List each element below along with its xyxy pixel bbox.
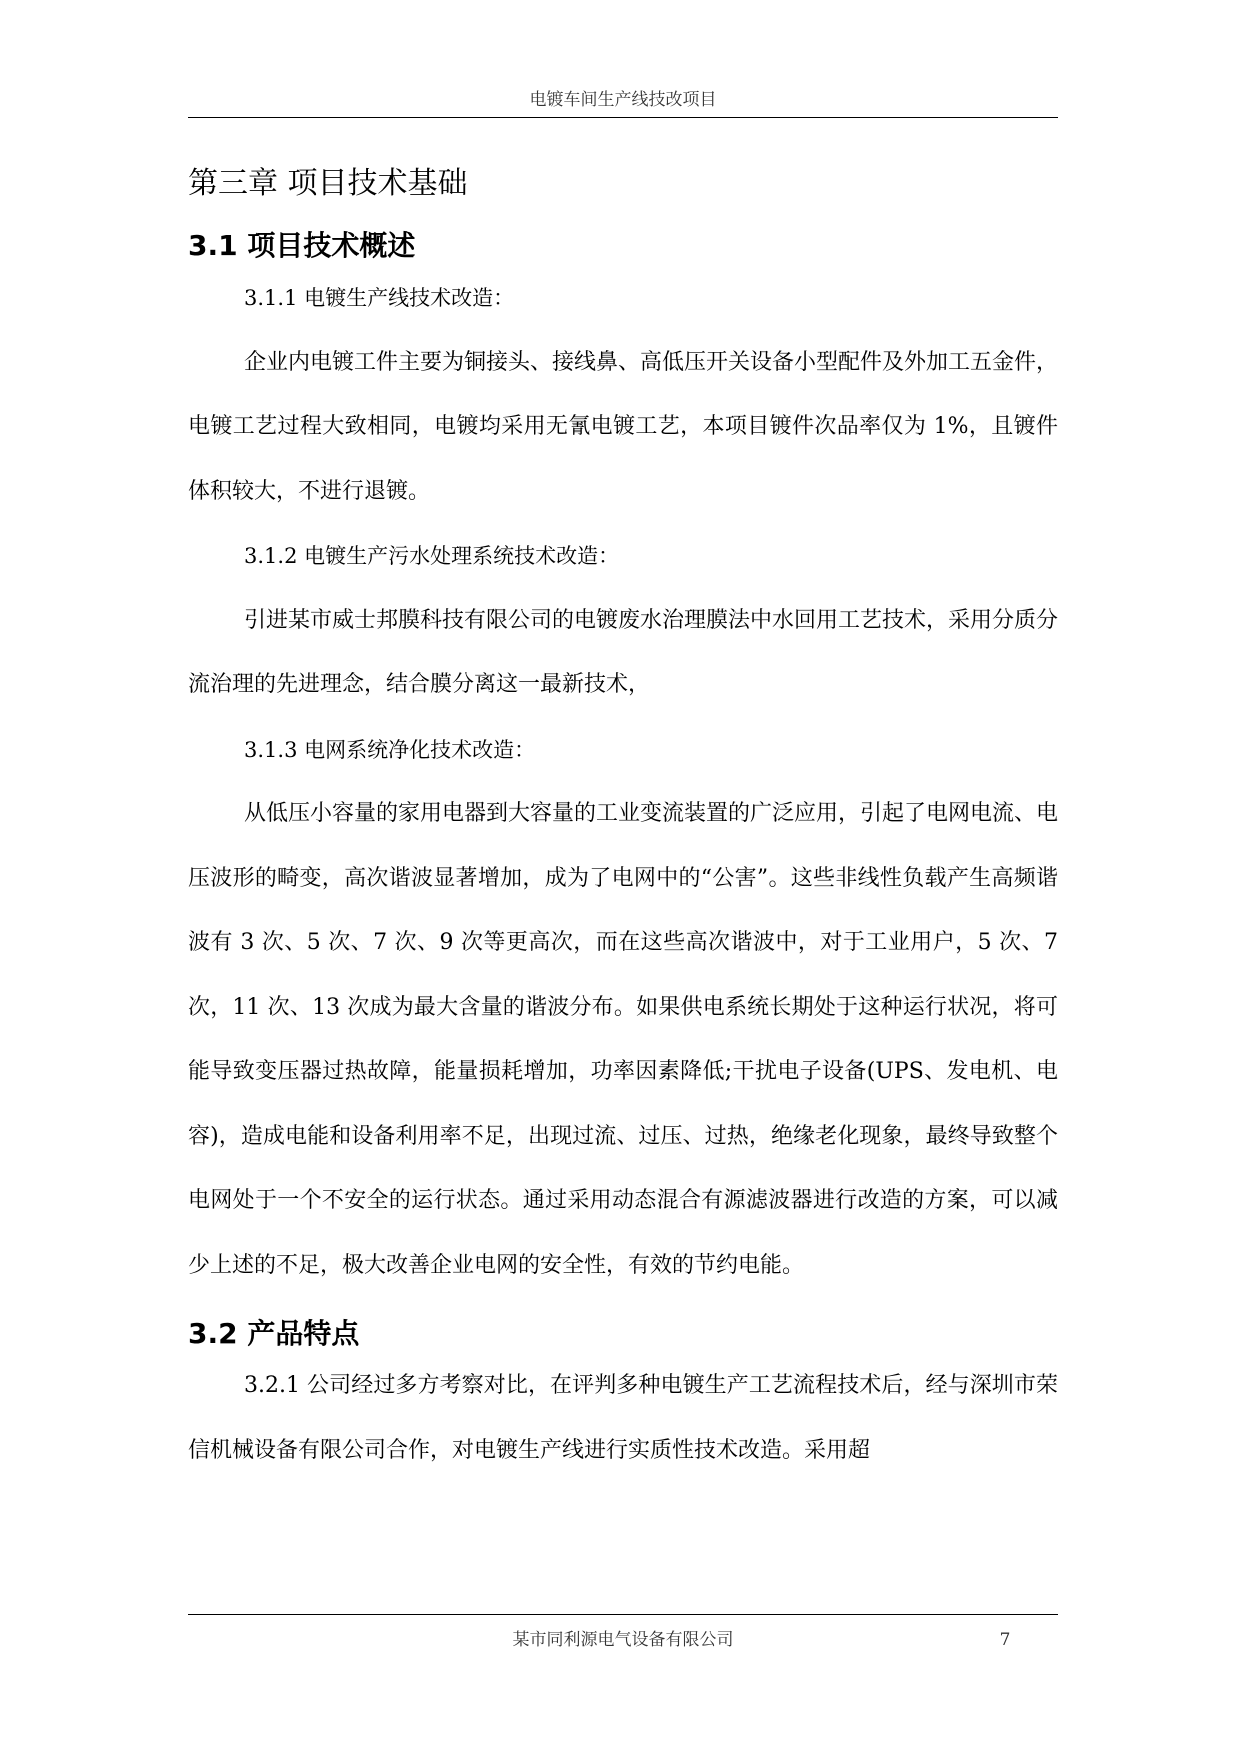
subsection-heading-3-1-2: 3.1.2 电镀生产污水处理系统技术改造： [244,544,620,568]
footer-company-name: 某市同利源电气设备有限公司 [512,1630,734,1650]
subsection-heading-3-1-1: 3.1.1 电镀生产线技术改造： [244,286,515,310]
paragraph-plating-workpieces: 企业内电镀工件主要为铜接头、接线鼻、高低压开关设备小型配件及外加工五金件，电镀工艺过程大致相同，电镀均采用无氰电镀工艺，本项目镀件次品率仅为 1%，且镀件体积较大，不进行退镀。 [188,349,1059,504]
chapter-title: 第三章 项目技术基础 [188,166,468,201]
running-header: 电镀车间生产线技改项目 [529,90,717,110]
footer-divider [188,1614,1058,1615]
page-body [188,160,1058,1483]
header-divider [188,117,1058,118]
section-title-3-1: 3.1 项目技术概述 [188,229,416,262]
paragraph-wastewater-treatment: 引进某市威士邦膜科技有限公司的电镀废水治理膜法中水回用工艺技术，采用分质分流治理的先进理念，结合膜分离这一最新技术， [188,607,1059,697]
section-title-3-2: 3.2 产品特点 [188,1317,360,1350]
paragraph-grid-harmonics: 从低压小容量的家用电器到大容量的工业变流装置的广泛应用，引起了电网电流、电压波形的畸变，高次谐波显著增加，成为了电网中的“公害”。这些非线性负载产生高频谐波有 3 次、5 次、7 次、9 次等更高次，而在这些高次谐波中，对于工业用户，5 次、7 次，11 次、13 次成为最大含量的谐波分布。如果供电系统长期处于这种运行状况，将可能导致变压器过热故障，能量损耗增加，功率因素降低;干扰电子设备(UPS、发电机、电容)，造成电能和设备利用率不足，出现过流、过压、过热，绝缘老化现象，最终导致整个电网处于一个不安全的运行状态。通过采用动态混合有源滤波器进行改造的方案，可以减少上述的不足，极大改善企业电网的安全性，有效的节约电能。 [188,801,1059,1278]
subsection-heading-3-1-3: 3.1.3 电网系统净化技术改造： [244,737,536,762]
paragraph-3-2-1: 3.2.1 公司经过多方考察对比，在评判多种电镀生产工艺流程技术后，经与深圳市荣信机械设备有限公司合作，对电镀生产线进行实质性技术改造。采用超 [188,1373,1058,1463]
page-number: 7 [999,1630,1011,1650]
